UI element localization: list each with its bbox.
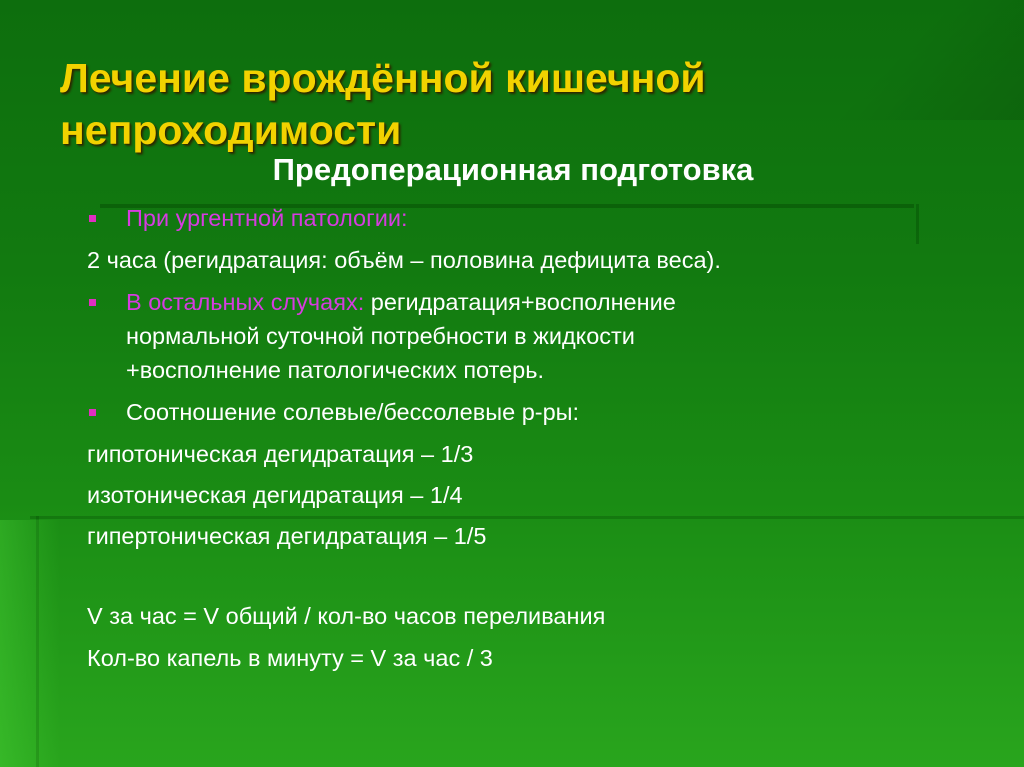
slide-subtitle: [0, 152, 1024, 188]
list-item: гипертоническая дегидратация – 1/5: [87, 523, 487, 549]
list-item: гипотоническая дегидратация – 1/3: [87, 441, 474, 467]
bullet-icon: [89, 409, 96, 416]
bullet-icon: [89, 215, 96, 222]
formula: Кол-во капель в минуту = V за час / 3: [87, 645, 493, 671]
bullet-icon: [89, 299, 96, 306]
decor-line: [36, 516, 39, 767]
item-text-line-2: нормальной суточной потребности в жидкости: [126, 323, 635, 349]
decor-line: [916, 204, 919, 244]
item-text-line-3: +восполнение патологических потерь.: [126, 357, 545, 383]
subtitle-text: Предоперационная подготовка: [272, 152, 754, 187]
list-item: изотоническая дегидратация – 1/4: [87, 482, 463, 508]
slide-title: [60, 52, 960, 156]
item-label: В остальных случаях:: [126, 289, 365, 315]
formula: V за час = V общий / кол-во часов переливания: [87, 603, 606, 629]
item-text: [126, 286, 676, 318]
title-line-2: непроходимости: [60, 107, 402, 153]
item-text: Соотношение солевые/бессолевые р-ры:: [126, 399, 580, 425]
item-label: При ургентной патологии:: [126, 205, 408, 231]
decor-line: [30, 516, 1024, 519]
item-text-line-1: регидратация+восполнение: [364, 289, 676, 315]
list-item: 2 часа (регидратация: объём – половина дефицита веса).: [87, 247, 721, 273]
title-line-1: Лечение врождённой кишечной: [60, 55, 706, 101]
decor-glow: [0, 520, 60, 767]
